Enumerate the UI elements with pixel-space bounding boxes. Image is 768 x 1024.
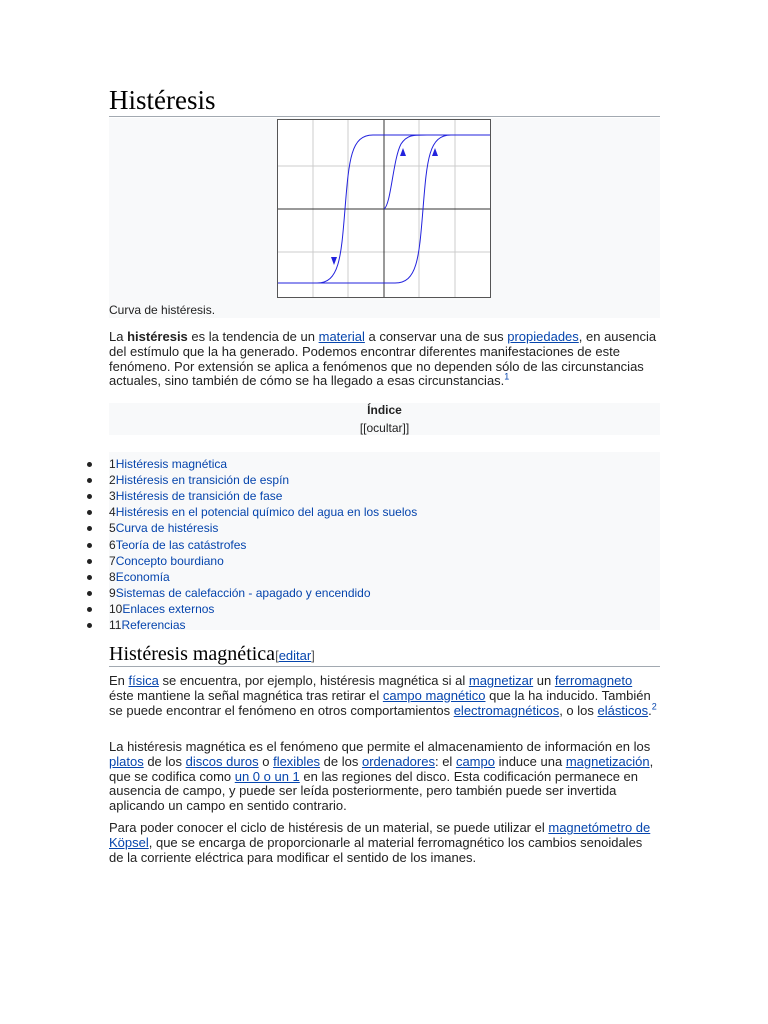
toc-item-label: Histéresis de transición de fase (115, 489, 283, 504)
bullet-icon (87, 591, 92, 596)
link-un-0-o-un-1[interactable]: un 0 o un 1 (234, 768, 300, 784)
toc-item-number: 9 (109, 585, 116, 600)
link-magnetizacion[interactable]: magnetización (565, 753, 650, 769)
toc-item-number: 6 (109, 537, 116, 552)
toc-item-label: Curva de histéresis (115, 521, 219, 536)
toc-item[interactable] (109, 488, 282, 504)
link-campo[interactable]: campo (455, 753, 495, 769)
bullet-icon (87, 526, 92, 531)
bullet-icon (87, 575, 92, 580)
bullet-icon (87, 623, 92, 628)
toc-item[interactable] (109, 553, 224, 569)
toc-item[interactable] (109, 504, 417, 520)
figure-thumbnail (109, 118, 660, 318)
link-fisica[interactable]: física (128, 673, 159, 688)
toc-item-label: Teoría de las catástrofes (115, 537, 247, 552)
toc-item-label: Economía (115, 569, 170, 584)
section-paragraph-1: En física se encuentra, por ejemplo, histéresis magnética si al magnetizar un ferromagneto éste mantiene la señal magnética tras retirar el campo magnético que la ha inducido. También se puede encontrar el fenómeno en otros comportamientos electromagnéticos, o los elásticos.$^2$ (109, 673, 657, 718)
reference-link[interactable]: 2 (651, 701, 657, 712)
bullet-icon (87, 543, 92, 548)
toc-item[interactable] (109, 472, 289, 488)
toc-item-number: 10 (109, 601, 123, 616)
link-elasticos[interactable]: elásticos (597, 702, 649, 718)
section-paragraph-3: Para poder conocer el ciclo de histéresis de un material, se puede utilizar el magnetómetro de Köpsel, que se encarga de proporcionarle al material ferromagnético los cambios senoidales de la corriente eléctrica para modificar el sentido de los imanes. (109, 820, 651, 865)
link-campo-magnetico[interactable]: campo magnético (382, 687, 486, 703)
toc-item-label: Histéresis magnética (115, 457, 228, 471)
link-magnetizar[interactable]: magnetizar (468, 673, 534, 688)
bullet-icon (87, 478, 92, 483)
toc-item-number: 1 (109, 457, 116, 471)
link-flexibles[interactable]: flexibles (273, 753, 321, 769)
bullet-icon (87, 510, 92, 515)
toc-title: Índice (367, 403, 402, 417)
toc-item[interactable] (109, 601, 214, 617)
link-platos[interactable]: platos (109, 753, 144, 769)
link-material[interactable]: material (318, 329, 365, 344)
toc-item[interactable] (109, 617, 186, 633)
toc-item[interactable] (109, 585, 371, 601)
link-magnetometro[interactable]: magnetómetro de Köpsel (109, 820, 651, 850)
link-electromagneticos[interactable]: electromagnéticos (453, 702, 560, 718)
bullet-icon (87, 462, 92, 467)
toc-item[interactable] (109, 537, 246, 553)
link-propiedades[interactable]: propiedades (507, 329, 579, 344)
toc-item-label: Enlaces externos (122, 601, 215, 616)
bullet-icon (87, 607, 92, 612)
toc-item-number: 5 (109, 521, 116, 536)
figure-caption: Curva de histéresis. (109, 303, 216, 317)
hysteresis-curve-image[interactable] (277, 119, 493, 299)
toc-item-number: 4 (109, 505, 116, 520)
toc-item[interactable] (109, 456, 227, 472)
link-ferromagneto[interactable]: ferromagneto (554, 673, 633, 688)
toc-item-label: Concepto bourdiano (115, 553, 224, 568)
toc-item-label: Histéresis en transición de espín (115, 473, 290, 488)
intro-paragraph: La histéresis es la tendencia de un material a conservar una de sus propiedades, en ausencia del estímulo que la ha generado. Podemos encontrar diferentes manifestaciones de este fenómeno. Por extensión se aplica a fenómenos que no dependen sólo de las circunstancias actuales, sino también de cómo se ha llegado a esas circunstancias.$^1$ (109, 329, 657, 389)
bullet-icon (87, 494, 92, 499)
reference-link[interactable]: 1 (504, 372, 510, 383)
section-heading: Histéresis magnética[editar] (109, 643, 660, 667)
toc-item-label: Referencias (121, 618, 186, 632)
toc-item[interactable] (109, 520, 218, 536)
toc-item-number: 8 (109, 569, 116, 584)
toc-item-number: 7 (109, 553, 116, 568)
link-ordenadores[interactable]: ordenadores (361, 753, 435, 769)
section-paragraph-2: La histéresis magnética es el fenómeno que permite el almacenamiento de información en los platos de los discos duros o flexibles de los ordenadores: el campo induce una magnetización, que se codifica como un 0 o un 1 en las regiones del disco. Esta codificación permanece en ausencia de campo, y puede ser leída posteriormente, pero también puede ser invertida aplicando un campo en sentido contrario. (109, 739, 654, 814)
toc-toggle[interactable]: [[ocultar]] (359, 421, 410, 435)
page-title: Histéresis (109, 84, 660, 117)
bullet-icon (87, 559, 92, 564)
toc-list (109, 452, 660, 630)
toc-item[interactable] (109, 569, 170, 585)
link-discos-duros[interactable]: discos duros (185, 753, 259, 769)
toc-item-number: 3 (109, 489, 116, 504)
toc-item-label: Histéresis en el potencial químico del agua en los suelos (115, 505, 418, 520)
toc-header (109, 403, 660, 435)
toc-item-label: Sistemas de calefacción - apagado y encendido (115, 585, 371, 600)
toc-item-number: 2 (109, 473, 116, 488)
edit-section-link[interactable]: [editar] (275, 648, 315, 663)
toc-item-number: 11 (109, 618, 122, 632)
